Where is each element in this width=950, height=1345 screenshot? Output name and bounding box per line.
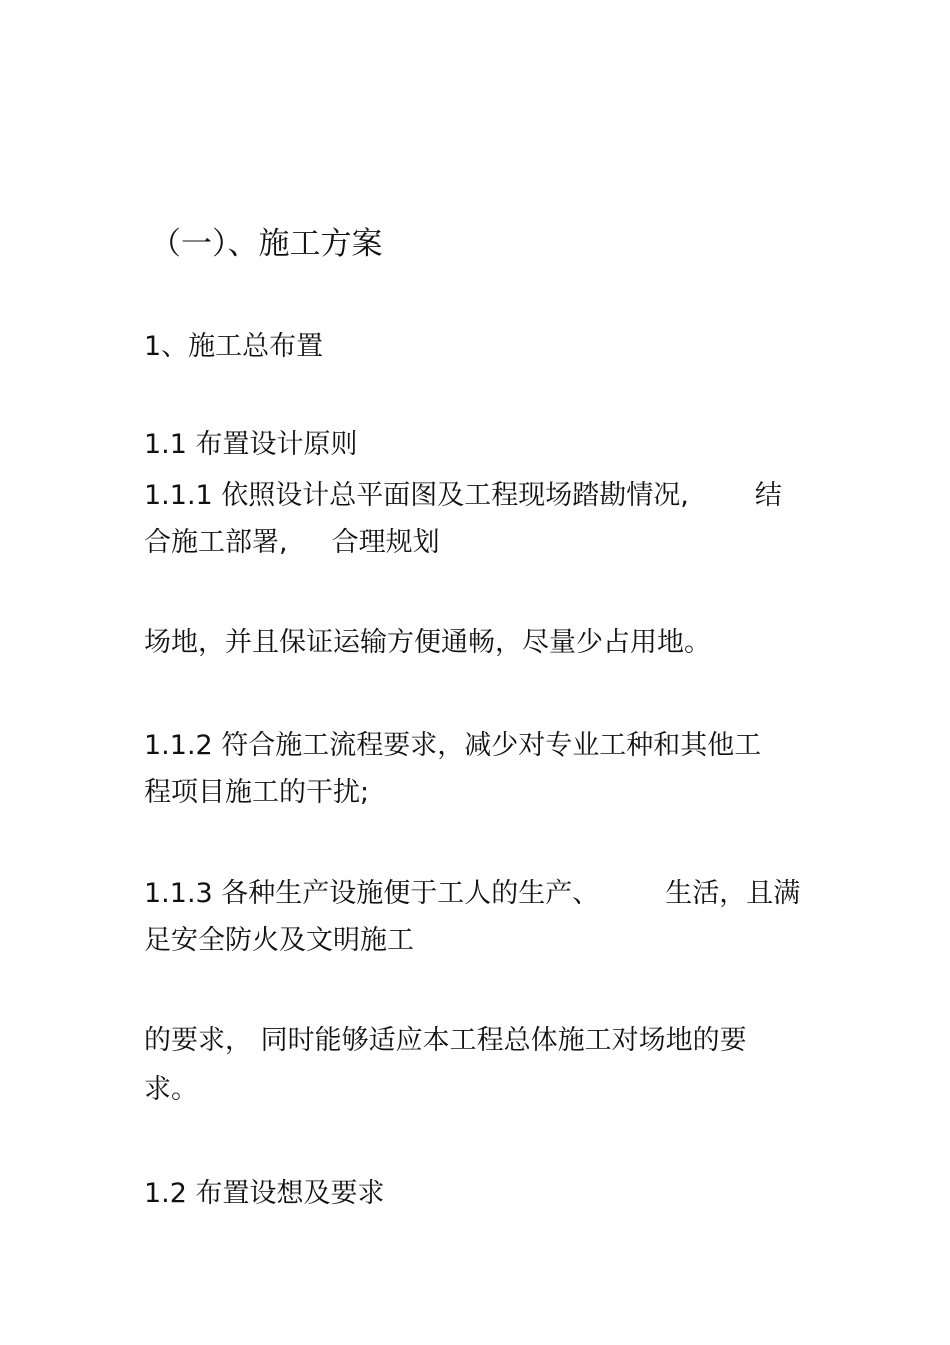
item-1-1-1-line-2 [144,526,440,560]
item-1-1-1-line-1a: 1.1.1 依照设计总平面图及工程现场踏勘情况, [144,480,689,511]
item-1-1-3-line-3: 的要求， 同时能够适应本工程总体施工对场地的要 [144,1025,747,1056]
item-1-1-3-line-1b: 生活，且满 [665,878,801,909]
item-1-1-1-line-3: 场地，并且保证运输方便通畅，尽量少占用地。 [144,627,711,658]
section-1-title: 1、施工总布置 [144,331,324,362]
item-1-1-2-line-1: 1.1.2 符合施工流程要求，减少对专业工种和其他工 [144,730,762,761]
section-1-1-title: 1.1 布置设计原则 [144,429,358,460]
item-1-1-3-line-2: 足安全防火及文明施工 [144,925,414,956]
section-heading: （一）、施工方案 [150,226,383,262]
item-1-1-3-line-1 [144,877,800,911]
section-1-2-title: 1.2 布置设想及要求 [144,1178,385,1209]
item-1-1-1-line-1 [144,479,782,513]
item-1-1-2-line-2: 程项目施工的干扰; [144,777,370,808]
item-1-1-1-line-1b: 结 [754,480,782,511]
item-1-1-1-line-2a: 合施工部署, [144,527,288,558]
item-1-1-3-line-4: 求。 [144,1074,198,1105]
item-1-1-3-line-1a: 1.1.3 各种生产设施便于工人的生产、 [144,878,600,909]
item-1-1-1-line-2b: 合理规划 [331,527,440,558]
